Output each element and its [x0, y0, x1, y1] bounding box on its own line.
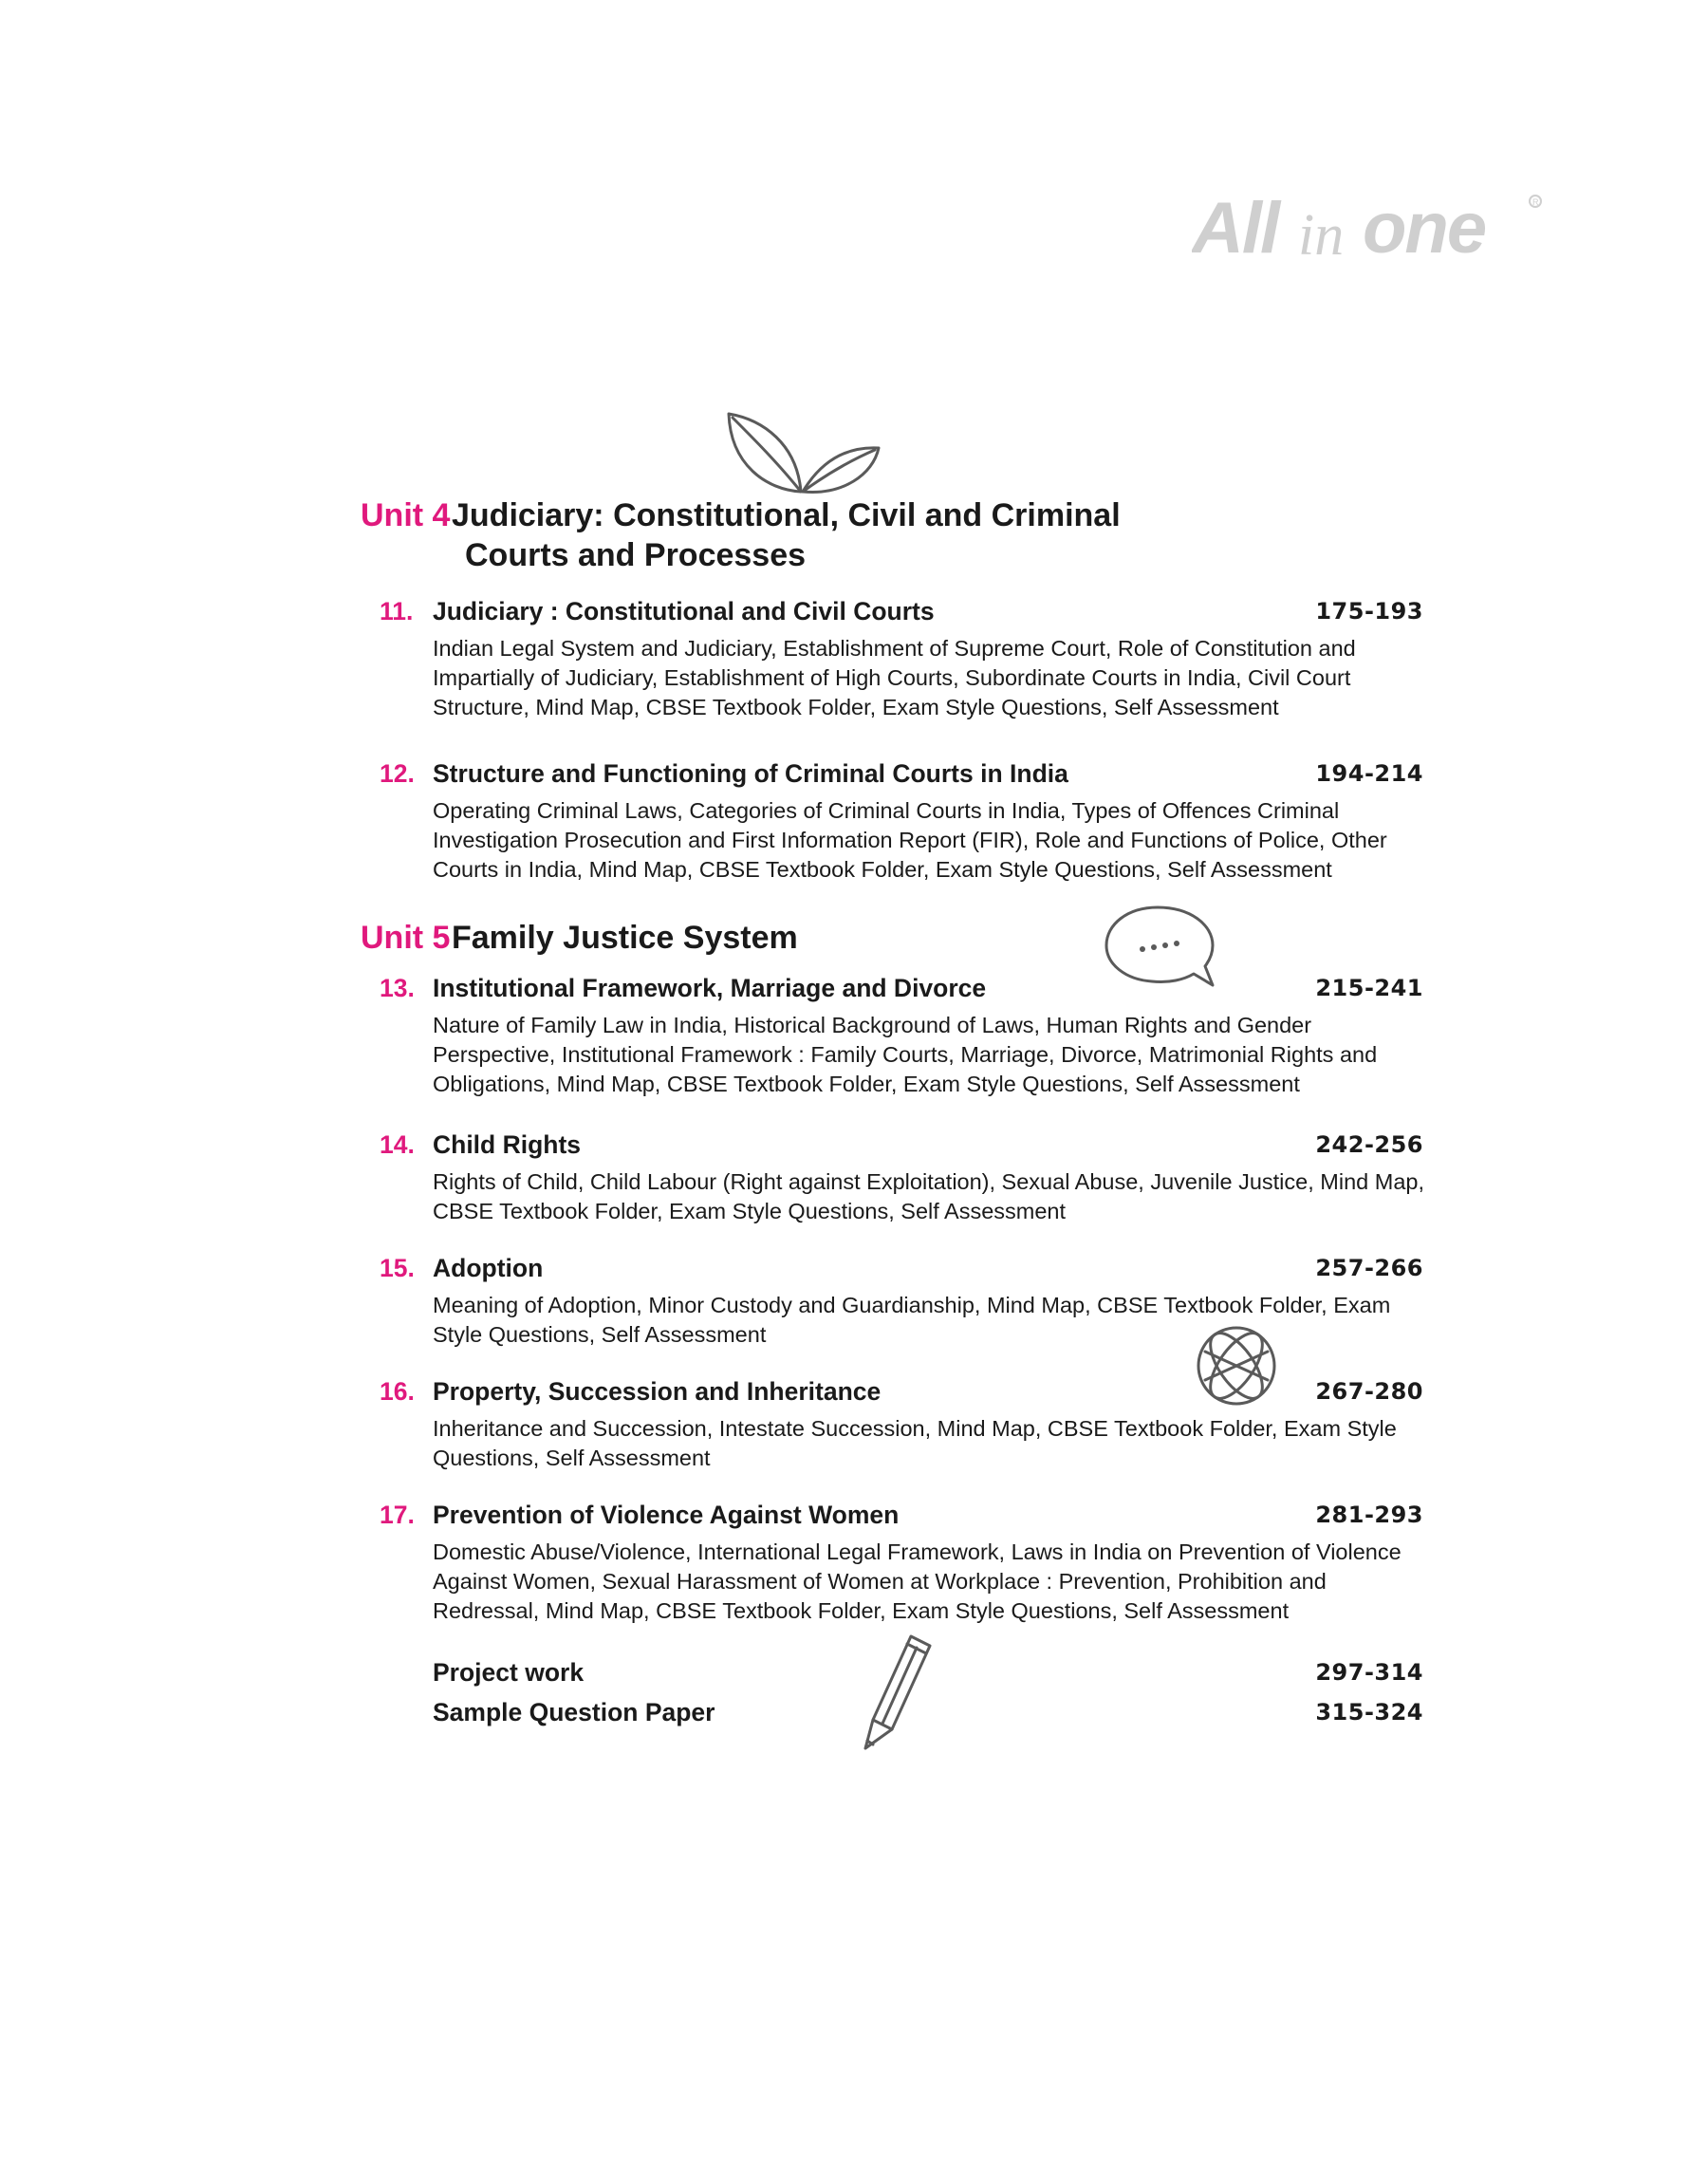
- unit-label: Unit 4: [361, 497, 451, 533]
- chapter-description: Domestic Abuse/Violence, International Legal Framework, Laws in India on Prevention of Violence Against Women, Sexual Harassment of Women at Workplace : Prevention, Prohibition and Redressal, Mind Map, CBSE Textbook Folder, Exam Style Questions, Self Assessment: [433, 1539, 1402, 1623]
- chapter-number: 14.: [380, 1130, 415, 1159]
- chapter-description: Indian Legal System and Judiciary, Establishment of Supreme Court, Role of Constitution and Impartially of Judiciary, Establishment of High Courts, Subordinate Courts in India, Civil Court Structure, Mind Map, CBSE Textbook Folder, Exam Style Questions, Self Assessment: [433, 636, 1356, 719]
- chapter-entry: [380, 594, 1423, 722]
- unit-title: [452, 495, 1121, 575]
- svg-text:in: in: [1298, 203, 1345, 268]
- chapter-title: Property, Succession and Inheritance: [433, 1377, 882, 1406]
- chapter-pages: 257-266: [1315, 1255, 1423, 1281]
- allinone-logo: [1192, 184, 1552, 270]
- chapter-number: 17.: [380, 1501, 415, 1529]
- svg-text:All: All: [1192, 188, 1279, 269]
- unit-title-line: Courts and Processes: [465, 537, 807, 573]
- chapter-title: Adoption: [433, 1254, 544, 1282]
- chapter-number: 12.: [380, 759, 415, 788]
- pencil-icon: [854, 1631, 939, 1756]
- extra-pages: 297-314: [1315, 1659, 1423, 1686]
- chapter-title: Judiciary : Constitutional and Civil Courts: [433, 597, 935, 625]
- chapter-entry: [380, 1128, 1423, 1226]
- chapter-entry: [380, 756, 1423, 885]
- chapter-description: Nature of Family Law in India, Historical Background of Laws, Human Rights and Gender Perspective, Institutional Framework : Family Courts, Marriage, Divorce, Matrimonial Rights and Obligations, Mind Map, CBSE Textbook Folder, Exam Style Questions, Self Assessment: [433, 1013, 1378, 1096]
- extra-title: Sample Question Paper: [433, 1698, 715, 1726]
- chapter-pages: 175-193: [1315, 598, 1423, 625]
- chapter-pages: 194-214: [1315, 760, 1423, 787]
- chapter-entry: [380, 1498, 1423, 1626]
- chapter-pages: 215-241: [1315, 975, 1423, 1001]
- chapter-description: Rights of Child, Child Labour (Right against Exploitation), Sexual Abuse, Juvenile Justice, Mind Map, CBSE Textbook Folder, Exam Style Questions, Self Assessment: [433, 1169, 1424, 1223]
- chapter-pages: 242-256: [1315, 1131, 1423, 1158]
- chapter-entry: [380, 1374, 1423, 1473]
- chapter-number: 13.: [380, 974, 415, 1002]
- unit-title: Family Justice System: [452, 920, 798, 956]
- chapter-title: Prevention of Violence Against Women: [433, 1501, 900, 1529]
- extra-title: Project work: [433, 1658, 585, 1687]
- svg-text:R: R: [1532, 197, 1539, 207]
- unit-label: Unit 5: [361, 920, 451, 956]
- chapter-number: 16.: [380, 1377, 415, 1406]
- chapter-number: 15.: [380, 1254, 415, 1282]
- unit-title-line: Judiciary: Constitutional, Civil and Criminal: [452, 497, 1121, 533]
- chapter-description: Inheritance and Succession, Intestate Succession, Mind Map, CBSE Textbook Folder, Exam Style Questions, Self Assessment: [433, 1416, 1397, 1470]
- chapter-title: Structure and Functioning of Criminal Courts in India: [433, 759, 1068, 788]
- chapter-number: 11.: [380, 597, 414, 625]
- chapter-title: Institutional Framework, Marriage and Divorce: [433, 974, 987, 1002]
- chapter-description: Operating Criminal Laws, Categories of Criminal Courts in India, Types of Offences Criminal Investigation Prosecution and First Information Report (FIR), Role and Functions of Police, Other Courts in India, Mind Map, CBSE Textbook Folder, Exam Style Questions, Self Assessment: [433, 798, 1387, 882]
- extra-pages: 315-324: [1315, 1699, 1423, 1726]
- chapter-title: Child Rights: [433, 1130, 582, 1159]
- svg-text:one: one: [1363, 188, 1486, 269]
- unit-heading: [361, 918, 798, 958]
- chapter-pages: 267-280: [1315, 1378, 1423, 1405]
- chapter-pages: 281-293: [1315, 1502, 1423, 1528]
- chapter-entry: [380, 971, 1423, 1099]
- unit-heading: [361, 495, 1121, 575]
- chapter-description: Meaning of Adoption, Minor Custody and Guardianship, Mind Map, CBSE Textbook Folder, Exam Style Questions, Self Assessment: [433, 1293, 1391, 1347]
- leaf-icon: [721, 406, 884, 497]
